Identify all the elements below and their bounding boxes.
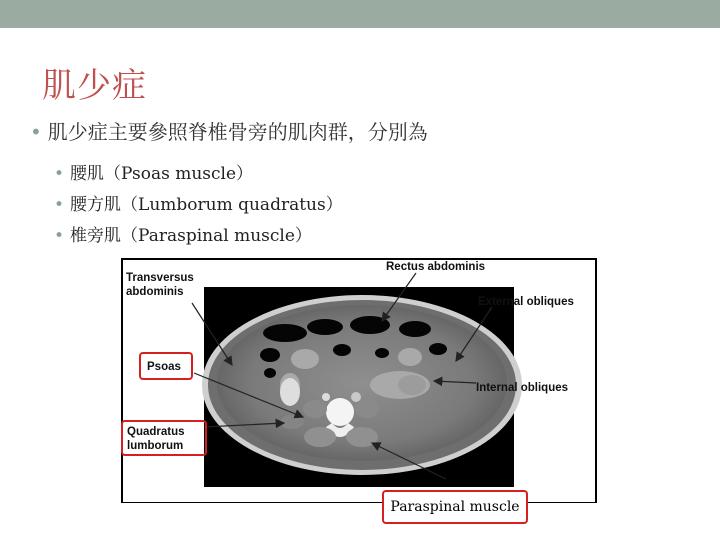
slide-title: 肌少症 xyxy=(42,66,147,106)
bullet-main xyxy=(30,116,428,145)
paraspinal-muscle xyxy=(304,427,336,447)
label-rectus: Rectus abdominis xyxy=(386,261,486,273)
sub-bullet-text: 腰肌（Psoas muscle） xyxy=(70,164,254,184)
bullet-dot-icon: • xyxy=(30,120,42,144)
label-transversus-line1: Transversus xyxy=(126,272,194,284)
quadratus-muscle xyxy=(280,415,304,429)
vertebral-body xyxy=(326,398,354,426)
ct-scan-image xyxy=(120,257,598,503)
label-internal: Internal obliques xyxy=(476,382,569,394)
bullet-dot-icon: • xyxy=(54,226,65,246)
label-quadratus-line1: Quadratus xyxy=(127,426,185,438)
psoas-muscle xyxy=(355,400,379,418)
left-kidney xyxy=(280,378,300,406)
label-quadratus-line2: lumborum xyxy=(127,440,184,452)
sub-bullet-text: 椎旁肌（Paraspinal muscle） xyxy=(70,226,312,246)
label-external: External obliques xyxy=(478,296,574,308)
ct-scan-figure xyxy=(120,257,598,503)
label-transversus-line2: abdominis xyxy=(126,286,184,298)
aorta xyxy=(322,393,330,401)
bullet-list xyxy=(30,116,428,252)
sub-bullet-quadratus xyxy=(54,190,428,215)
psoas-muscle xyxy=(303,400,327,418)
paraspinal-caption: Paraspinal muscle xyxy=(382,490,528,524)
sub-bullet-psoas xyxy=(54,159,428,184)
vena-cava xyxy=(351,392,361,402)
sub-bullet-paraspinal xyxy=(54,221,428,246)
bullet-dot-icon: • xyxy=(54,195,65,215)
label-psoas: Psoas xyxy=(147,361,181,373)
bullet-main-text: 肌少症主要參照脊椎骨旁的肌肉群，分別為 xyxy=(47,120,428,144)
sub-bullet-text: 腰方肌（Lumborum quadratus） xyxy=(70,195,343,215)
right-kidney xyxy=(398,375,426,395)
bullet-dot-icon: • xyxy=(54,164,65,184)
top-bar xyxy=(0,0,720,28)
